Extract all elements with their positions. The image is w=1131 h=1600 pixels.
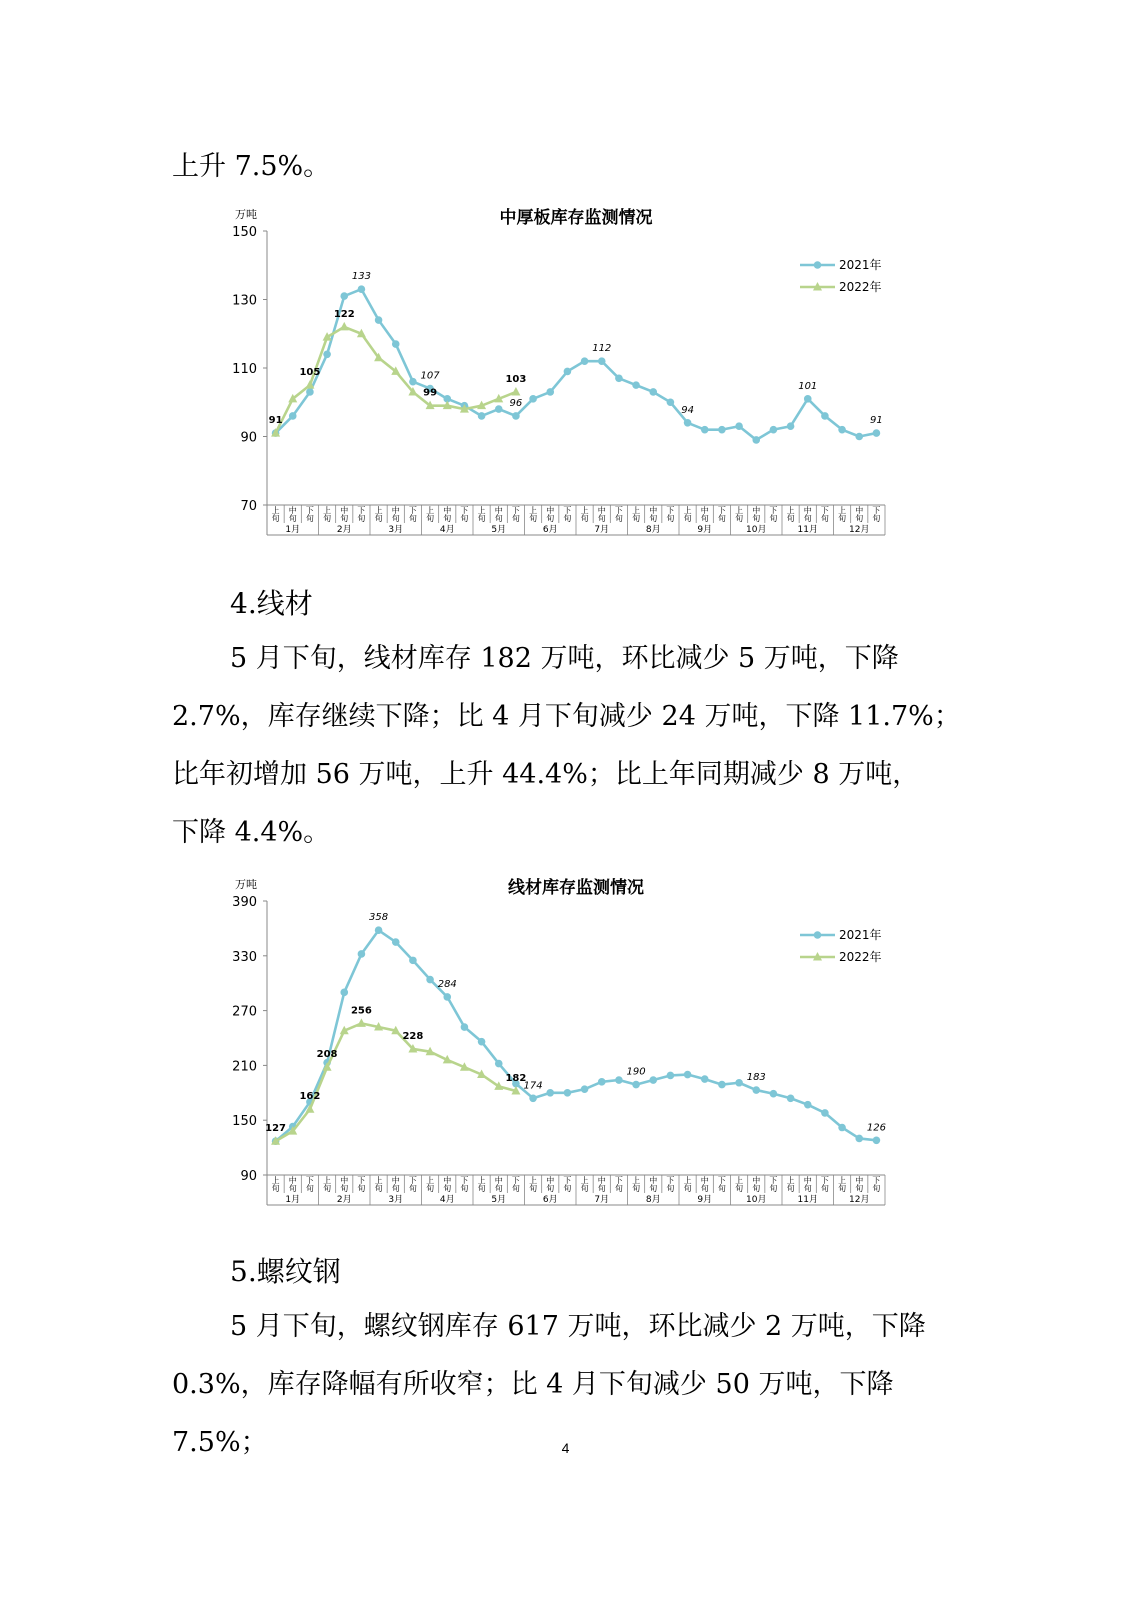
- x-month-label: 1月: [285, 525, 301, 535]
- data-label-2022年: 103: [505, 373, 527, 385]
- data-label-2021年: 190: [626, 1066, 646, 1078]
- chart-wire-inventory: [215, 865, 905, 1214]
- x-tick-label-bottom: 旬: [649, 1184, 658, 1193]
- x-tick-label-bottom: 旬: [769, 1184, 778, 1193]
- data-point-2021: [873, 429, 881, 437]
- x-tick-label-bottom: 旬: [717, 1184, 726, 1193]
- x-tick-label-bottom: 旬: [529, 514, 538, 523]
- x-tick-label-top: 中: [288, 1176, 297, 1185]
- x-tick-label-bottom: 旬: [271, 514, 280, 523]
- data-point-2021: [615, 1076, 623, 1084]
- x-tick-label-bottom: 旬: [357, 1184, 366, 1193]
- x-tick-label-bottom: 旬: [391, 1184, 400, 1193]
- data-point-2021: [752, 436, 760, 444]
- intro-line: 上升 7.5%。: [172, 151, 331, 182]
- x-tick-label-top: 中: [340, 506, 349, 515]
- data-point-2021: [529, 1094, 537, 1102]
- x-tick-label-top: 中: [752, 506, 761, 515]
- section5-heading: 5.螺纹钢: [230, 1255, 341, 1288]
- data-point-2021: [443, 993, 451, 1001]
- data-point-2021: [838, 426, 846, 434]
- x-tick-label-top: 上: [580, 506, 589, 515]
- x-tick-label-bottom: 旬: [477, 514, 486, 523]
- x-tick-label-top: 下: [666, 1176, 675, 1185]
- data-point-2021: [855, 433, 863, 441]
- chart-plate-inventory: [215, 195, 905, 544]
- data-point-2021: [667, 398, 675, 406]
- data-point-2021: [821, 412, 829, 420]
- x-tick-label-top: 下: [357, 506, 366, 515]
- x-tick-label-bottom: 旬: [803, 514, 812, 523]
- x-tick-label-top: 下: [666, 506, 675, 515]
- x-tick-label-top: 上: [477, 506, 486, 515]
- data-point-2021: [632, 1081, 640, 1089]
- x-tick-label-bottom: 旬: [632, 1184, 641, 1193]
- data-point-2021: [701, 426, 709, 434]
- x-tick-label-top: 中: [340, 1176, 349, 1185]
- x-tick-label-top: 下: [563, 1176, 572, 1185]
- y-axis-unit-label: 万吨: [235, 878, 257, 891]
- x-month-label: 3月: [388, 525, 404, 535]
- y-tick-label: 150: [232, 225, 257, 240]
- x-tick-label-top: 下: [408, 1176, 417, 1185]
- data-point-2021: [392, 340, 400, 348]
- data-label-2022年: 127: [265, 1123, 287, 1135]
- x-tick-label-top: 中: [391, 506, 400, 515]
- data-point-2021: [873, 1136, 881, 1144]
- page-number: 4: [561, 1440, 570, 1456]
- x-tick-label-bottom: 旬: [477, 1184, 486, 1193]
- x-tick-label-bottom: 旬: [511, 514, 520, 523]
- section4-heading: 4.线材: [230, 587, 313, 620]
- y-tick-label: 330: [232, 949, 257, 965]
- x-tick-label-top: 下: [305, 1176, 314, 1185]
- x-month-label: 11月: [797, 525, 818, 535]
- data-label-2021年: 174: [523, 1080, 543, 1092]
- x-tick-label-top: 中: [700, 1176, 709, 1185]
- legend-marker: [814, 931, 822, 939]
- x-month-label: 6月: [542, 525, 558, 535]
- data-point-2021: [564, 1089, 572, 1097]
- x-tick-label-top: 下: [511, 506, 520, 515]
- x-tick-label-bottom: 旬: [443, 1184, 452, 1193]
- x-tick-label-bottom: 旬: [323, 1184, 332, 1193]
- data-point-2021: [512, 412, 520, 420]
- x-tick-label-bottom: 旬: [305, 514, 314, 523]
- x-tick-label-bottom: 旬: [752, 514, 761, 523]
- x-tick-label-bottom: 旬: [872, 1184, 881, 1193]
- data-label-2022年: 99: [423, 387, 438, 399]
- x-tick-label-top: 上: [632, 506, 641, 515]
- data-label-2022年: 228: [402, 1030, 424, 1042]
- data-point-2022: [340, 322, 349, 331]
- data-point-2021: [615, 374, 623, 382]
- x-tick-label-bottom: 旬: [357, 514, 366, 523]
- x-month-label: 3月: [388, 1195, 404, 1205]
- y-tick-label: 70: [240, 499, 257, 514]
- x-tick-label-top: 下: [614, 506, 623, 515]
- x-tick-label-top: 下: [872, 1176, 881, 1185]
- x-tick-label-bottom: 旬: [563, 514, 572, 523]
- x-month-label: 12月: [849, 1195, 870, 1205]
- x-tick-label-bottom: 旬: [426, 1184, 435, 1193]
- y-tick-label: 390: [232, 895, 257, 910]
- data-point-2021: [478, 412, 486, 420]
- legend-marker: [814, 261, 822, 269]
- data-point-2022: [357, 1018, 366, 1027]
- data-point-2021: [735, 422, 743, 430]
- x-tick-label-top: 中: [855, 506, 864, 515]
- data-point-2021: [392, 938, 400, 946]
- data-point-2021: [598, 357, 606, 365]
- x-tick-label-top: 中: [288, 506, 297, 515]
- data-point-2021: [718, 1081, 726, 1089]
- data-label-2022年: 256: [350, 1005, 372, 1017]
- x-month-label: 4月: [439, 525, 455, 535]
- chart-title: 线材库存监测情况: [508, 878, 644, 898]
- x-tick-label-bottom: 旬: [597, 514, 606, 523]
- data-label-2022年: 122: [333, 308, 355, 320]
- data-point-2021: [787, 422, 795, 430]
- x-tick-label-bottom: 旬: [529, 1184, 538, 1193]
- x-tick-label-top: 上: [477, 1176, 486, 1185]
- legend-label: 2022年: [839, 950, 882, 964]
- x-tick-label-bottom: 旬: [580, 514, 589, 523]
- x-tick-label-bottom: 旬: [323, 514, 332, 523]
- x-tick-label-top: 上: [632, 1176, 641, 1185]
- x-tick-label-top: 中: [855, 1176, 864, 1185]
- x-month-label: 8月: [645, 1195, 661, 1205]
- data-label-2021年: 358: [369, 912, 389, 924]
- x-tick-label-top: 下: [563, 506, 572, 515]
- x-tick-label-bottom: 旬: [494, 1184, 503, 1193]
- legend-label: 2021年: [839, 258, 882, 272]
- x-month-label: 5月: [491, 525, 507, 535]
- data-point-2021: [770, 1090, 778, 1098]
- data-point-2021: [495, 1060, 503, 1068]
- x-tick-label-top: 中: [700, 506, 709, 515]
- x-tick-label-bottom: 旬: [614, 1184, 623, 1193]
- x-tick-label-top: 下: [820, 1176, 829, 1185]
- x-tick-label-top: 中: [546, 506, 555, 515]
- data-point-2021: [684, 1071, 692, 1079]
- data-point-2021: [649, 1076, 657, 1084]
- x-month-label: 7月: [594, 525, 610, 535]
- chart-title: 中厚板库存监测情况: [499, 208, 653, 228]
- data-point-2021: [770, 426, 778, 434]
- section5-line-1: 5 月下旬，螺纹钢库存 617 万吨，环比减少 2 万吨，下降: [230, 1311, 926, 1342]
- data-point-2022: [511, 387, 520, 396]
- data-point-2021: [358, 950, 366, 958]
- x-tick-label-top: 下: [357, 1176, 366, 1185]
- data-point-2021: [804, 395, 812, 403]
- x-tick-label-top: 上: [838, 1176, 847, 1185]
- x-tick-label-bottom: 旬: [786, 514, 795, 523]
- x-tick-label-bottom: 旬: [305, 1184, 314, 1193]
- x-tick-label-bottom: 旬: [838, 1184, 847, 1193]
- y-tick-label: 210: [232, 1059, 257, 1075]
- x-tick-label-top: 上: [529, 506, 538, 515]
- data-point-2021: [838, 1124, 846, 1132]
- data-point-2021: [495, 405, 503, 413]
- x-tick-label-top: 中: [752, 1176, 761, 1185]
- data-point-2021: [701, 1075, 709, 1083]
- data-point-2021: [289, 412, 297, 420]
- x-month-label: 10月: [746, 1195, 767, 1205]
- series-line-2021年: [276, 930, 877, 1141]
- data-label-2021年: 133: [351, 271, 371, 283]
- x-tick-label-top: 上: [374, 1176, 383, 1185]
- data-point-2021: [375, 926, 383, 934]
- x-tick-label-top: 上: [580, 1176, 589, 1185]
- x-tick-label-top: 上: [426, 1176, 435, 1185]
- x-tick-label-top: 上: [374, 506, 383, 515]
- data-label-2022年: 91: [268, 415, 283, 427]
- x-tick-label-bottom: 旬: [546, 1184, 555, 1193]
- chart-plate-svg: [215, 195, 905, 540]
- series-line-2021年: [276, 289, 877, 440]
- data-label-2022年: 182: [505, 1072, 527, 1084]
- section5-line-2: 0.3%，库存降幅有所收窄；比 4 月下旬减少 50 万吨，下降 7.5%；: [172, 1369, 894, 1458]
- x-tick-label-top: 中: [546, 1176, 555, 1185]
- x-tick-label-bottom: 旬: [443, 514, 452, 523]
- x-tick-label-top: 上: [683, 1176, 692, 1185]
- y-tick-label: 90: [240, 1169, 257, 1184]
- data-point-2021: [821, 1109, 829, 1117]
- section4-line-1: 5 月下旬，线材库存 182 万吨，环比减少 5 万吨，下降: [230, 643, 899, 674]
- data-label-2021年: 91: [870, 415, 883, 427]
- x-tick-label-top: 上: [683, 506, 692, 515]
- x-tick-label-bottom: 旬: [546, 514, 555, 523]
- data-label-2022年: 162: [299, 1091, 321, 1103]
- x-tick-label-bottom: 旬: [666, 1184, 675, 1193]
- x-tick-label-bottom: 旬: [683, 1184, 692, 1193]
- x-tick-label-bottom: 旬: [426, 514, 435, 523]
- chart-wire-svg: [215, 865, 905, 1210]
- x-month-label: 6月: [542, 1195, 558, 1205]
- data-label-2021年: 94: [681, 404, 694, 416]
- x-tick-label-top: 中: [597, 1176, 606, 1185]
- x-tick-label-bottom: 旬: [700, 1184, 709, 1193]
- x-tick-label-top: 中: [597, 506, 606, 515]
- data-point-2021: [478, 1038, 486, 1046]
- x-tick-label-bottom: 旬: [374, 1184, 383, 1193]
- data-point-2021: [787, 1094, 795, 1102]
- data-point-2021: [340, 292, 348, 300]
- x-tick-label-bottom: 旬: [391, 514, 400, 523]
- x-month-label: 7月: [594, 1195, 610, 1205]
- x-tick-label-top: 上: [323, 1176, 332, 1185]
- data-label-2021年: 183: [746, 1072, 766, 1084]
- x-tick-label-bottom: 旬: [288, 1184, 297, 1193]
- x-tick-label-top: 下: [511, 1176, 520, 1185]
- x-tick-label-top: 中: [391, 1176, 400, 1185]
- x-month-label: 10月: [746, 525, 767, 535]
- data-point-2021: [426, 976, 434, 984]
- x-tick-label-bottom: 旬: [872, 514, 881, 523]
- data-point-2021: [409, 378, 417, 386]
- data-point-2021: [564, 368, 572, 376]
- data-point-2021: [632, 381, 640, 389]
- x-tick-label-bottom: 旬: [752, 1184, 761, 1193]
- x-tick-label-top: 上: [838, 506, 847, 515]
- data-point-2021: [358, 285, 366, 293]
- x-tick-label-top: 中: [494, 1176, 503, 1185]
- data-point-2021: [323, 351, 331, 359]
- data-point-2021: [529, 395, 537, 403]
- x-tick-label-bottom: 旬: [735, 1184, 744, 1193]
- x-tick-label-bottom: 旬: [271, 1184, 280, 1193]
- y-tick-label: 130: [232, 293, 257, 309]
- x-month-label: 5月: [491, 1195, 507, 1205]
- x-tick-label-bottom: 旬: [494, 514, 503, 523]
- data-point-2021: [649, 388, 657, 396]
- x-tick-label-bottom: 旬: [700, 514, 709, 523]
- x-tick-label-bottom: 旬: [632, 514, 641, 523]
- x-tick-label-top: 上: [529, 1176, 538, 1185]
- x-tick-label-top: 中: [494, 506, 503, 515]
- x-tick-label-top: 下: [717, 1176, 726, 1185]
- x-tick-label-bottom: 旬: [820, 514, 829, 523]
- legend-label: 2022年: [839, 280, 882, 294]
- x-tick-label-top: 下: [717, 506, 726, 515]
- x-tick-label-bottom: 旬: [855, 514, 864, 523]
- data-point-2021: [546, 1089, 554, 1097]
- x-tick-label-bottom: 旬: [580, 1184, 589, 1193]
- x-tick-label-bottom: 旬: [683, 514, 692, 523]
- x-tick-label-bottom: 旬: [769, 514, 778, 523]
- data-label-2021年: 96: [509, 397, 523, 409]
- data-point-2021: [306, 388, 314, 396]
- x-tick-label-bottom: 旬: [803, 1184, 812, 1193]
- data-label-2022年: 105: [299, 367, 321, 379]
- x-tick-label-top: 中: [803, 1176, 812, 1185]
- x-month-label: 1月: [285, 1195, 301, 1205]
- data-label-2021年: 126: [866, 1122, 886, 1134]
- x-month-label: 9月: [697, 1195, 713, 1205]
- data-label-2021年: 101: [798, 380, 818, 392]
- x-tick-label-top: 下: [460, 1176, 469, 1185]
- x-tick-label-bottom: 旬: [340, 514, 349, 523]
- data-point-2021: [340, 989, 348, 997]
- x-tick-label-top: 上: [271, 506, 280, 515]
- data-point-2021: [598, 1078, 606, 1086]
- data-point-2021: [546, 388, 554, 396]
- x-tick-label-top: 下: [408, 506, 417, 515]
- x-tick-label-top: 下: [305, 506, 314, 515]
- y-axis-unit-label: 万吨: [235, 208, 257, 221]
- data-label-2021年: 284: [437, 978, 457, 990]
- x-tick-label-bottom: 旬: [649, 514, 658, 523]
- x-tick-label-bottom: 旬: [786, 1184, 795, 1193]
- data-point-2021: [684, 419, 692, 427]
- x-month-label: 2月: [336, 1195, 352, 1205]
- x-tick-label-top: 中: [649, 1176, 658, 1185]
- data-label-2021年: 107: [420, 370, 440, 382]
- x-month-label: 2月: [336, 525, 352, 535]
- x-tick-label-bottom: 旬: [855, 1184, 864, 1193]
- x-tick-label-top: 下: [872, 506, 881, 515]
- x-tick-label-top: 上: [735, 1176, 744, 1185]
- x-tick-label-top: 中: [443, 1176, 452, 1185]
- x-tick-label-bottom: 旬: [735, 514, 744, 523]
- data-point-2021: [718, 426, 726, 434]
- y-tick-label: 90: [240, 430, 257, 446]
- x-tick-label-top: 下: [460, 506, 469, 515]
- x-tick-label-top: 上: [786, 506, 795, 515]
- x-tick-label-bottom: 旬: [563, 1184, 572, 1193]
- section4-line-3: 比年初增加 56 万吨，上升 44.4%；比上年同期减少 8 万吨，: [172, 759, 920, 790]
- x-month-label: 9月: [697, 525, 713, 535]
- x-tick-label-top: 上: [735, 506, 744, 515]
- data-point-2021: [375, 316, 383, 324]
- x-tick-label-bottom: 旬: [597, 1184, 606, 1193]
- x-month-label: 4月: [439, 1195, 455, 1205]
- data-point-2021: [581, 357, 589, 365]
- x-tick-label-top: 中: [649, 506, 658, 515]
- x-tick-label-bottom: 旬: [288, 514, 297, 523]
- data-point-2021: [667, 1072, 675, 1080]
- x-month-label: 12月: [849, 525, 870, 535]
- x-tick-label-bottom: 旬: [666, 514, 675, 523]
- x-month-label: 11月: [797, 1195, 818, 1205]
- data-label-2022年: 208: [316, 1049, 338, 1061]
- x-tick-label-top: 上: [426, 506, 435, 515]
- y-tick-label: 150: [232, 1114, 257, 1130]
- x-tick-label-bottom: 旬: [838, 514, 847, 523]
- x-tick-label-bottom: 旬: [820, 1184, 829, 1193]
- x-month-label: 8月: [645, 525, 661, 535]
- x-tick-label-top: 上: [786, 1176, 795, 1185]
- x-tick-label-top: 下: [614, 1176, 623, 1185]
- x-tick-label-top: 中: [443, 506, 452, 515]
- x-tick-label-top: 中: [803, 506, 812, 515]
- data-point-2021: [409, 957, 417, 965]
- data-point-2021: [461, 1023, 469, 1031]
- legend-label: 2021年: [839, 928, 882, 942]
- x-tick-label-top: 下: [820, 506, 829, 515]
- x-tick-label-top: 上: [323, 506, 332, 515]
- x-tick-label-bottom: 旬: [460, 1184, 469, 1193]
- y-tick-label: 270: [232, 1004, 257, 1020]
- x-tick-label-bottom: 旬: [340, 1184, 349, 1193]
- x-tick-label-bottom: 旬: [374, 514, 383, 523]
- data-point-2021: [752, 1086, 760, 1094]
- data-label-2021年: 112: [592, 343, 612, 355]
- x-tick-label-bottom: 旬: [408, 514, 417, 523]
- data-point-2021: [855, 1135, 863, 1143]
- x-tick-label-bottom: 旬: [717, 514, 726, 523]
- data-point-2021: [581, 1085, 589, 1093]
- section4-line-2: 2.7%，库存继续下降；比 4 月下旬减少 24 万吨，下降 11.7%；: [172, 701, 961, 732]
- x-tick-label-top: 下: [769, 506, 778, 515]
- data-point-2021: [735, 1079, 743, 1087]
- x-tick-label-bottom: 旬: [614, 514, 623, 523]
- section4-line-4: 下降 4.4%。: [172, 817, 331, 848]
- data-point-2021: [804, 1101, 812, 1109]
- x-tick-label-bottom: 旬: [408, 1184, 417, 1193]
- y-tick-label: 110: [232, 362, 257, 377]
- x-tick-label-top: 下: [769, 1176, 778, 1185]
- x-tick-label-bottom: 旬: [460, 514, 469, 523]
- x-tick-label-top: 上: [271, 1176, 280, 1185]
- x-tick-label-bottom: 旬: [511, 1184, 520, 1193]
